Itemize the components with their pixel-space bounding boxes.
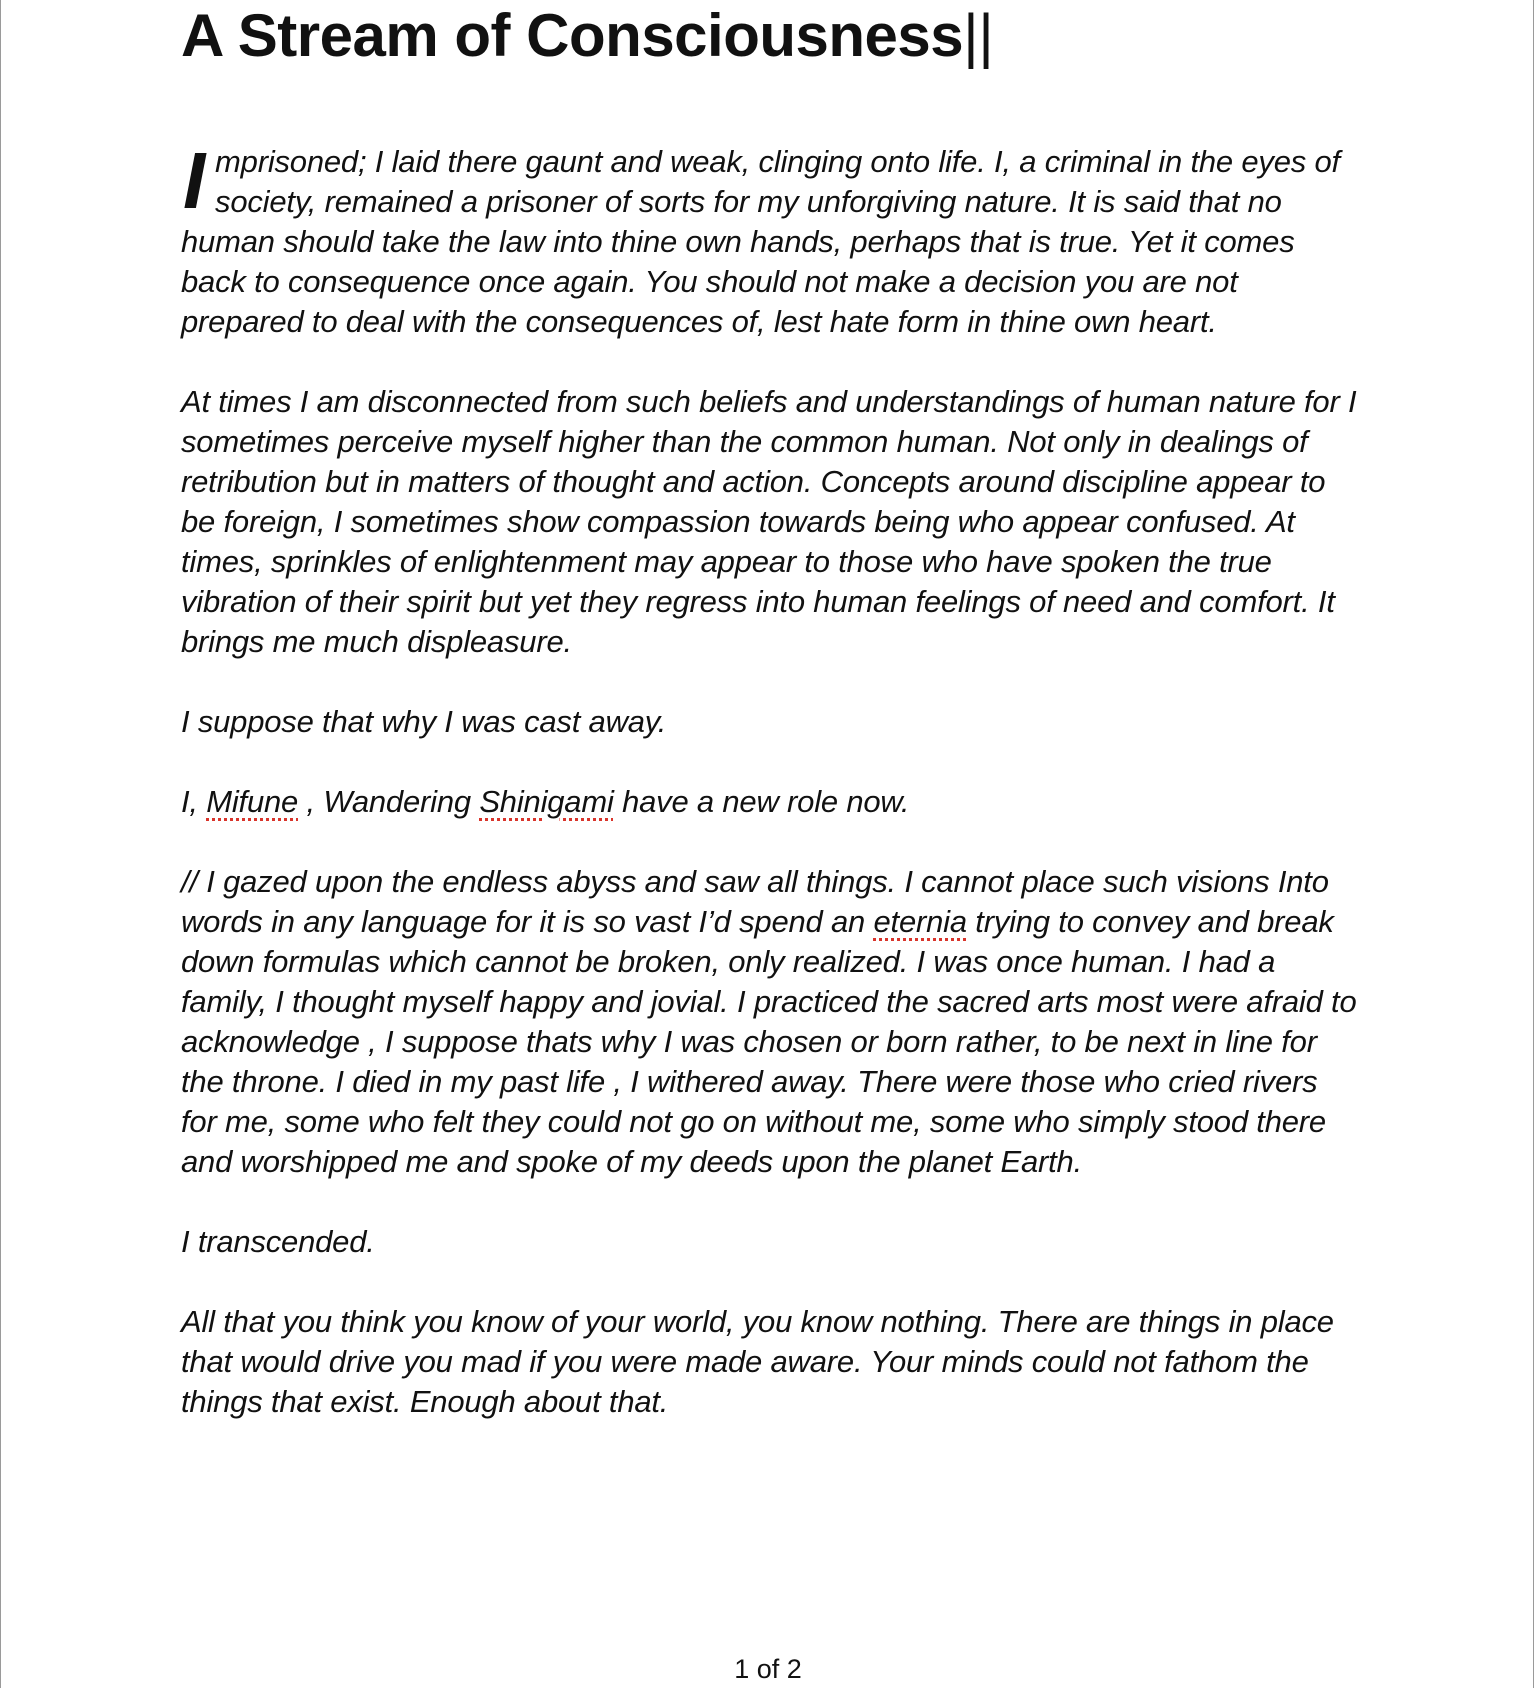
paragraph-4-part: have a new role now. [613,784,910,819]
paragraph-5-part: // I gazed upon the endless abyss and saw all things. I cannot place such visions Into words in any language for it is so vast I’d spend an [181,864,1338,939]
paragraph-7: All that you think you know of your world, you know nothing. There are things in place that would drive you mad if you were made aware. Your minds could not fathom the things that exist. Enough about that. [181,1304,1343,1419]
paragraph-4-part: I, [181,784,207,819]
page-indicator: 1 of 2 [734,1654,802,1684]
paragraph-4 [181,782,1361,822]
paragraph-5-part: trying to convey and break down formulas which cannot be broken, only realized. I was once human. I had a family, I thought myself happy and jovial. I practiced the sacred arts most were afraid to acknowledge , I suppose thats why I was chosen or born rather, to be next in line for the throne. I died in my past life , I withered away. There were those who cried rivers for me, some who felt they could not go on without me, some who simply stood there and worshipped me and spoke of my deeds upon the planet Earth. [181,904,1365,1179]
misspelled-word-shinigami[interactable]: Shinigami [479,784,614,819]
text-cursor: || [963,2,994,69]
misspelled-word-eternia[interactable]: eternia [873,904,967,939]
document-body[interactable] [181,0,1365,1462]
title-text: A Stream of Consciousness [181,2,964,69]
document-text[interactable] [181,136,1365,1422]
paragraph-2: At times I am disconnected from such beliefs and understandings of human nature for I sometimes perceive myself higher than the common human. Not only in dealings of retribution but in matters of thought and action. Concepts around discipline appear to be foreign, I sometimes show compassion towards being who appear confused. At times, sprinkles of enlightenment may appear to those who have spoken the true vibration of their spirit but yet they regress into human feelings of need and comfort. It brings me much displeasure. [181,384,1365,659]
paragraph-5 [181,862,1365,1182]
drop-cap: I [183,136,206,225]
paragraph-6: I transcended. [181,1224,375,1259]
misspelled-word-mifune[interactable]: Mifune [206,784,299,819]
paragraph-3: I suppose that why I was cast away. [181,704,667,739]
paragraph-1 [181,136,1361,342]
document-title[interactable] [181,0,1361,72]
paragraph-1-text: mprisoned; I laid there gaunt and weak, clinging onto life. I, a criminal in the eyes of society, remained a prisoner of sorts for my unforgiving nature. It is said that no human should take the law into thine own hands, perhaps that is true. Yet it comes back to consequence once again. You should not make a decision you are not prepared to deal with the consequences of, lest hate form in thine own heart. [181,144,1349,339]
paragraph-4-part: , Wandering [298,784,480,819]
